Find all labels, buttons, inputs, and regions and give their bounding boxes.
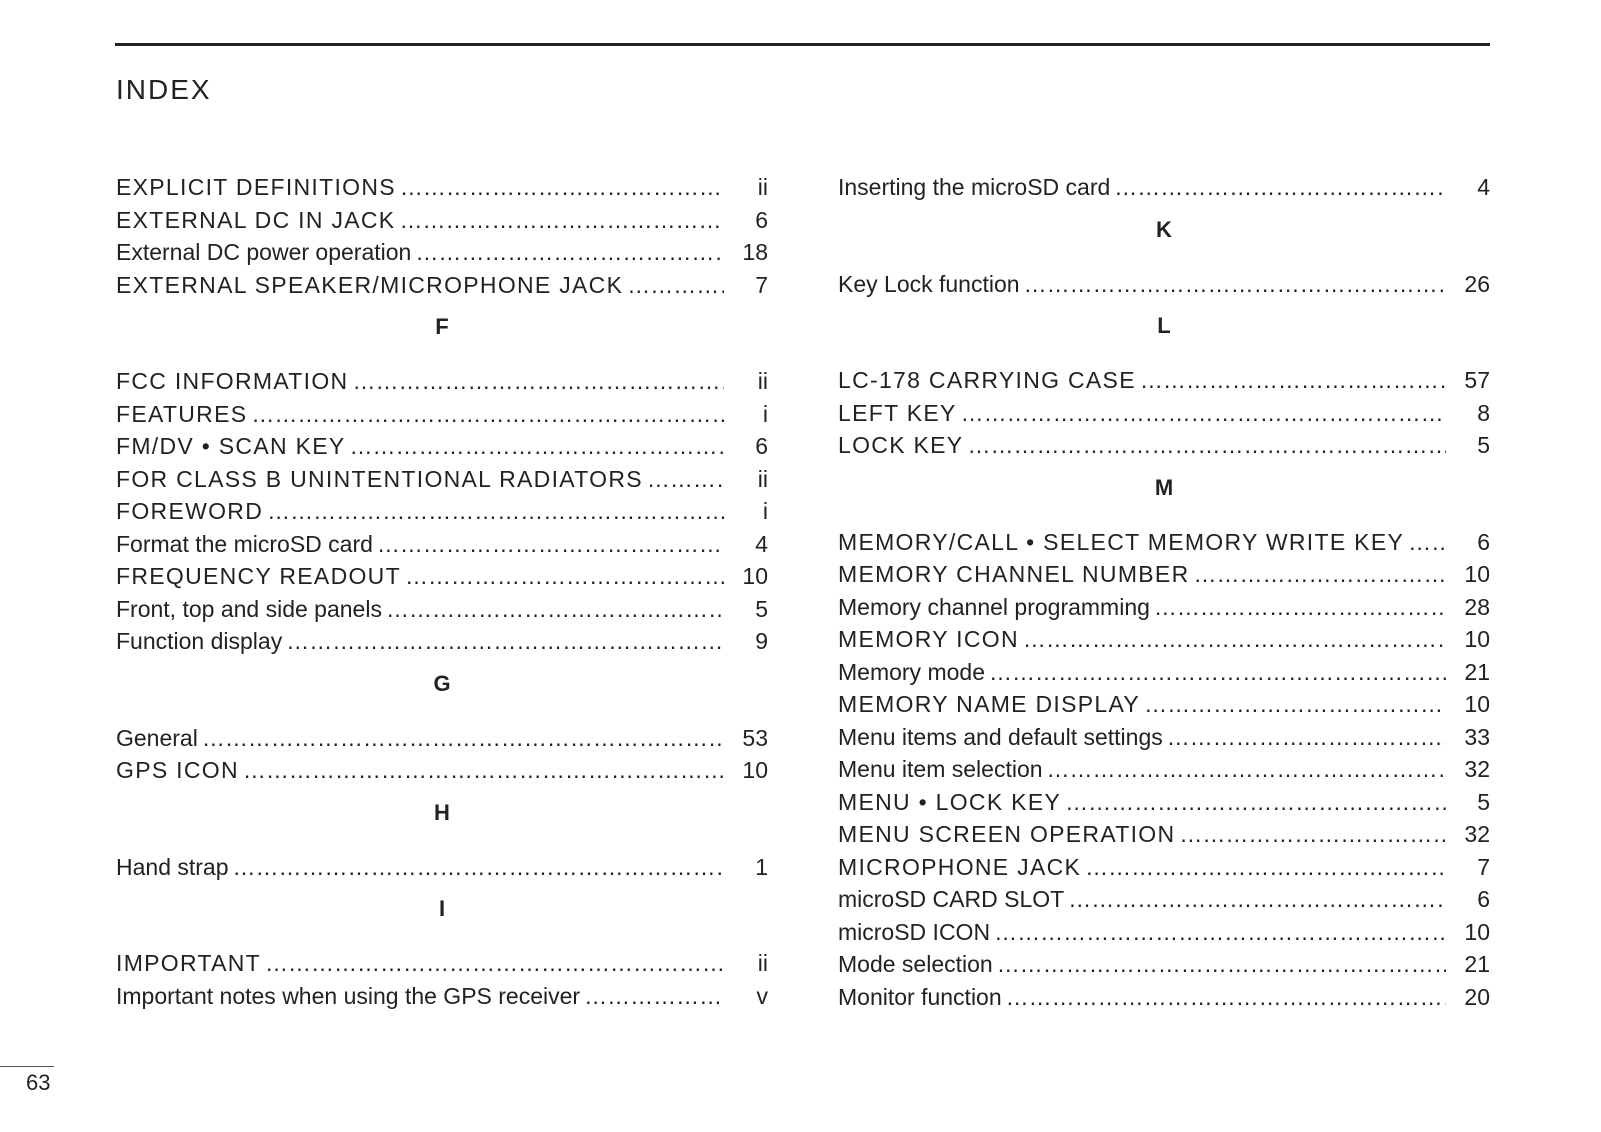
dot-leader xyxy=(1179,818,1446,851)
page-number-rule xyxy=(0,1066,54,1067)
index-term: LEFT KEY xyxy=(838,399,957,426)
index-column-right xyxy=(838,171,1490,1013)
index-page-ref: 32 xyxy=(1464,756,1490,782)
index-entry xyxy=(116,593,768,626)
dot-leader xyxy=(1193,558,1446,591)
index-term: Format the microSD card xyxy=(116,530,373,557)
index-term: Monitor function xyxy=(838,983,1002,1010)
index-page-ref: 5 xyxy=(1477,432,1490,458)
dot-leader xyxy=(251,398,724,431)
index-term: Key Lock function xyxy=(838,270,1020,297)
index-term: EXPLICIT DEFINITIONS xyxy=(116,174,396,200)
index-entry xyxy=(838,656,1490,689)
index-entry xyxy=(116,171,768,204)
dot-leader xyxy=(1408,526,1446,559)
index-term: FOREWORD xyxy=(116,498,264,524)
index-entry xyxy=(838,981,1490,1014)
index-page-ref: 10 xyxy=(1464,561,1490,587)
index-entry xyxy=(116,754,768,787)
index-entry xyxy=(116,365,768,398)
dot-leader xyxy=(1114,171,1446,204)
index-page-ref: 10 xyxy=(742,757,768,783)
index-letter-heading: F xyxy=(435,314,449,339)
index-term: EXTERNAL DC IN JACK xyxy=(116,206,396,233)
index-term: Menu item selection xyxy=(838,756,1043,782)
dot-leader xyxy=(1065,786,1446,819)
dot-leader xyxy=(265,947,724,980)
index-term: microSD CARD SLOT xyxy=(838,886,1065,912)
index-term: Memory channel programming xyxy=(838,593,1150,620)
index-term: Menu items and default settings xyxy=(838,723,1163,750)
index-page-ref: 4 xyxy=(755,530,768,557)
index-term: LOCK KEY xyxy=(838,432,964,458)
index-page-ref: i xyxy=(762,498,768,524)
index-term: FOR CLASS B UNINTENTIONAL RADIATORS xyxy=(116,465,643,492)
index-term: Front, top and side panels xyxy=(116,595,382,622)
index-entry xyxy=(838,526,1490,559)
index-column-left xyxy=(116,171,768,1012)
index-entry xyxy=(838,818,1490,851)
index-term: Function display xyxy=(116,628,283,654)
index-page-ref: 26 xyxy=(1464,270,1490,297)
index-letter-heading: G xyxy=(433,670,451,696)
page-title: INDEX xyxy=(116,74,212,105)
index-entry xyxy=(116,236,768,269)
index-term: MEMORY/CALL • SELECT MEMORY WRITE KEY xyxy=(838,528,1405,555)
index-entry xyxy=(116,430,768,463)
index-page-ref: 6 xyxy=(1477,886,1490,912)
index-page-ref: ii xyxy=(757,465,768,492)
dot-leader xyxy=(647,463,724,496)
index-entry xyxy=(838,364,1490,397)
index-page-ref: 6 xyxy=(755,206,768,233)
index-page-ref: 5 xyxy=(755,595,768,622)
index-page-ref: 21 xyxy=(1464,951,1490,977)
index-entry xyxy=(116,851,768,884)
index-page-ref: 4 xyxy=(1477,174,1490,200)
index-letter-heading: K xyxy=(1156,216,1172,242)
dot-leader xyxy=(399,204,724,237)
index-letter-heading: I xyxy=(438,896,446,921)
dot-leader xyxy=(352,365,724,398)
index-page-ref: 6 xyxy=(1477,528,1490,555)
dot-leader xyxy=(1006,981,1446,1014)
dot-leader xyxy=(386,593,724,626)
dot-leader xyxy=(286,625,724,658)
index-page-ref: 9 xyxy=(755,628,768,654)
index-term: Inserting the microSD card xyxy=(838,174,1111,200)
dot-leader xyxy=(1068,883,1446,916)
index-entry xyxy=(116,722,768,755)
index-term: MEMORY NAME DISPLAY xyxy=(838,691,1141,717)
dot-leader xyxy=(415,236,724,269)
index-page-ref: ii xyxy=(757,368,768,394)
index-term: MENU SCREEN OPERATION xyxy=(838,821,1176,847)
index-term: MEMORY ICON xyxy=(838,626,1019,652)
index-term: Mode selection xyxy=(838,951,993,977)
index-entry xyxy=(838,429,1490,462)
index-entry xyxy=(116,625,768,658)
index-page-ref: ii xyxy=(757,174,768,200)
index-term: FM/DV • SCAN KEY xyxy=(116,433,346,459)
index-term: FREQUENCY READOUT xyxy=(116,563,401,589)
index-page-ref: 10 xyxy=(1464,918,1490,945)
dot-leader xyxy=(267,495,724,528)
index-entry xyxy=(116,269,768,302)
index-entry xyxy=(838,268,1490,301)
dot-leader xyxy=(1023,623,1446,656)
index-entry xyxy=(116,947,768,980)
dot-leader xyxy=(584,980,724,1013)
index-entry xyxy=(838,948,1490,981)
index-entry xyxy=(838,883,1490,916)
index-page-ref: i xyxy=(762,400,768,427)
dot-leader xyxy=(627,269,724,302)
dot-leader xyxy=(967,429,1446,462)
dot-leader xyxy=(405,560,724,593)
dot-leader xyxy=(400,171,724,204)
index-letter-heading: H xyxy=(434,799,450,825)
dot-leader xyxy=(989,656,1446,689)
index-page-ref: 33 xyxy=(1464,723,1490,750)
index-entry xyxy=(838,688,1490,721)
dot-leader xyxy=(1144,688,1446,721)
index-page-ref: v xyxy=(756,982,768,1009)
index-term: LC-178 CARRYING CASE xyxy=(838,367,1136,393)
dot-leader xyxy=(961,397,1446,430)
index-page-ref: 1 xyxy=(755,853,768,880)
index-entry xyxy=(116,528,768,561)
index-term: FCC INFORMATION xyxy=(116,368,349,394)
index-term: MENU • LOCK KEY xyxy=(838,788,1062,815)
dot-leader xyxy=(1047,753,1446,786)
dot-leader xyxy=(1154,591,1446,624)
index-term: External DC power operation xyxy=(116,239,412,265)
top-rule xyxy=(115,43,1490,46)
index-page-ref: 10 xyxy=(742,563,768,589)
index-term: EXTERNAL SPEAKER/MICROPHONE JACK xyxy=(116,271,624,298)
dot-leader xyxy=(233,851,724,884)
index-entry xyxy=(838,397,1490,430)
index-page-ref: 8 xyxy=(1477,399,1490,426)
index-entry xyxy=(116,495,768,528)
dot-leader xyxy=(202,722,724,755)
index-term: Important notes when using the GPS receiver xyxy=(116,982,581,1009)
index-entry xyxy=(116,980,768,1013)
index-page-ref: 10 xyxy=(1464,626,1490,652)
dot-leader xyxy=(997,948,1446,981)
dot-leader xyxy=(1167,721,1446,754)
dot-leader xyxy=(1024,268,1446,301)
index-letter-heading: M xyxy=(1154,474,1174,500)
index-entry xyxy=(116,463,768,496)
index-entry xyxy=(838,753,1490,786)
index-page-ref: 10 xyxy=(1464,691,1490,717)
dot-leader xyxy=(1140,364,1446,397)
index-page-ref: 57 xyxy=(1464,367,1490,393)
index-entry xyxy=(116,560,768,593)
index-entry xyxy=(838,171,1490,204)
page-number: 63 xyxy=(26,1070,51,1095)
index-page-ref: 6 xyxy=(755,433,768,459)
dot-leader xyxy=(243,754,724,787)
index-entry xyxy=(838,916,1490,949)
index-letter-heading: L xyxy=(1157,313,1171,338)
index-term: IMPORTANT xyxy=(116,950,262,976)
index-page-ref: 53 xyxy=(742,724,768,751)
index-page-ref: 32 xyxy=(1464,821,1490,847)
index-term: Memory mode xyxy=(838,658,985,685)
dot-leader xyxy=(377,528,724,561)
index-entry xyxy=(838,851,1490,884)
index-entry xyxy=(838,558,1490,591)
index-entry xyxy=(838,786,1490,819)
index-term: General xyxy=(116,724,198,751)
index-page-ref: ii xyxy=(757,950,768,976)
index-entry xyxy=(838,623,1490,656)
index-entry xyxy=(116,398,768,431)
index-term: MICROPHONE JACK xyxy=(838,853,1082,880)
index-entry xyxy=(838,721,1490,754)
index-entry xyxy=(116,204,768,237)
index-term: GPS ICON xyxy=(116,757,239,783)
index-page-ref: 7 xyxy=(755,271,768,298)
index-term: microSD ICON xyxy=(838,918,991,945)
index-term: Hand strap xyxy=(116,853,229,880)
index-page-ref: 28 xyxy=(1464,593,1490,620)
dot-leader xyxy=(994,916,1446,949)
index-page-ref: 5 xyxy=(1477,788,1490,815)
index-page-ref: 18 xyxy=(742,239,768,265)
index-page-ref: 21 xyxy=(1464,658,1490,685)
index-entry xyxy=(838,591,1490,624)
index-term: FEATURES xyxy=(116,400,248,427)
index-term: MEMORY CHANNEL NUMBER xyxy=(838,561,1190,587)
dot-leader xyxy=(1085,851,1446,884)
index-page-ref: 20 xyxy=(1464,983,1490,1010)
index-page-ref: 7 xyxy=(1477,853,1490,880)
dot-leader xyxy=(350,430,725,463)
